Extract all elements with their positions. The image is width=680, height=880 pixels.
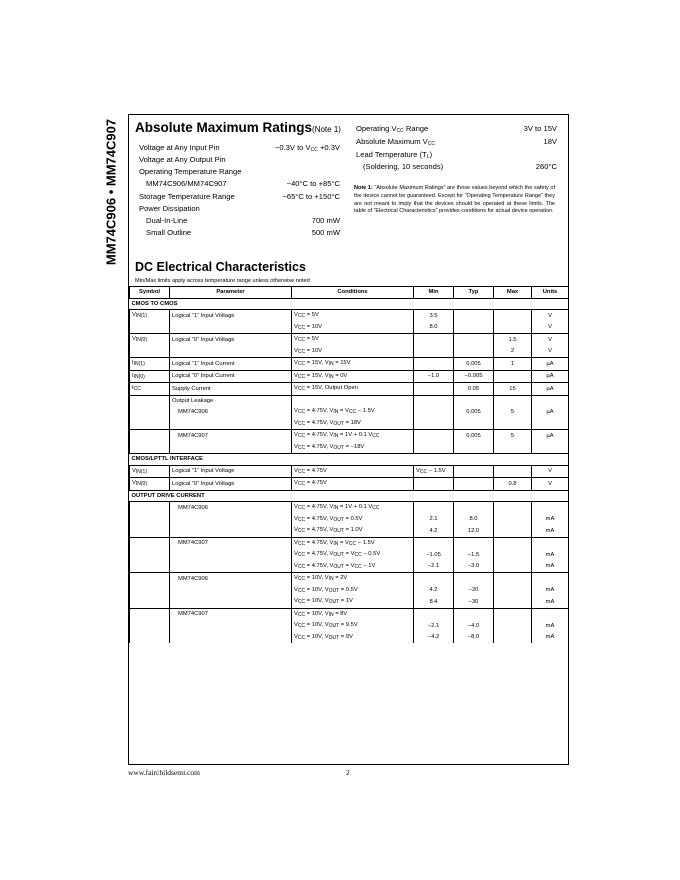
table-row: MM74C906 $V_{CC} = 10V$, $V_{IN} = 2V$	[130, 573, 569, 585]
table-row: MM74C906 $V_{CC} = 4.75V$, $V_{IN} = 1V + 0.1$ $V_{CC}$	[130, 502, 569, 514]
amr-left-label: Operating Temperature Range	[139, 167, 242, 176]
table-header-row	[130, 287, 569, 299]
table-row: $V_{CC} = 10V$, $V_{OUT} = 0.5V$ 4.2 −20 mA	[130, 585, 569, 597]
amr-right-label: Lead Temperature $(T_L)$	[356, 150, 433, 160]
amr-left-label: Dual-In-Line	[146, 216, 188, 225]
amr-left-value: −40°C to +85°C	[286, 179, 340, 188]
col-typ: Typ	[454, 287, 494, 299]
col-units: Units	[532, 287, 569, 299]
amr-left-label: Storage Temperature Range	[139, 192, 235, 201]
table-row: $V_{CC} = 10V$, $V_{OUT} = 9V$ −4.2 −8.0 mA	[130, 632, 569, 644]
amr-left-value: −0.3V to $V_{CC} +0.3V$	[274, 143, 340, 153]
table-row: Output Leakage	[130, 395, 569, 406]
table-row: $I_{IN(1)}$ Logical “1” Input Current $V_{CC} = 15V$, $V_{IN} = 15V$ 0.005 1 µA	[130, 358, 569, 371]
col-symbol: Symbol	[130, 287, 170, 299]
amr-right-label-sub: CC	[396, 128, 404, 134]
table-row: MM74C907 $V_{CC} = 10V$, $V_{IN} = 8V$	[130, 608, 569, 620]
side-title: MM74C906 • MM74C907	[103, 118, 119, 266]
section-row: CMOS/LPTTL INTERFACE	[130, 454, 569, 466]
table-row: $I_{IN(0)}$ Logical “0” Input Current $V_{CC} = 15V$, $V_{IN} = 0V$ −1.0 −0.005 µA	[130, 370, 569, 383]
amr-left-value-sub: CC	[310, 147, 318, 153]
dc-subtitle: Min/Max limits apply across temperature range unless otherwise noted	[135, 278, 310, 284]
amr-left-value: −65°C to +150°C	[282, 192, 340, 201]
amr-right-label-sub: CC	[427, 141, 435, 147]
table-row: $V_{CC} = 4.75V$, $V_{OUT} = V_{CC} - 1V$ −2.1 −3.0 mA	[130, 561, 569, 573]
amr-right-value: 260°C	[535, 162, 557, 171]
table-row: $V_{CC} = 4.75V$, $V_{OUT} = 0.5V$ 2.1 8.0 mA	[130, 514, 569, 526]
col-max: Max	[494, 287, 532, 299]
amr-right-label: (Soldering, 10 seconds)	[363, 162, 444, 171]
amr-note: Note 1: “Absolute Maximum Ratings” are those values beyond which the safety of the device cannot be guaranteed. Except for “Operating Temperature Range” they are not meant to imply that the devices should be operated at these limits. The table of “Electrical Characteristics” provides conditions for actual device operation.	[354, 185, 555, 215]
amr-left-label: Voltage at Any Input Pin	[139, 143, 220, 152]
section-row: CMOS TO CMOS	[130, 298, 569, 310]
amr-left-label: Voltage at Any Output Pin	[139, 155, 226, 164]
section-row: OUTPUT DRIVE CURRENT	[130, 490, 569, 502]
table-row: MM74C907 $V_{CC} = 4.75V$, $V_{IN} = V_{CC} - 1.5V$	[130, 537, 569, 549]
amr-left-label: MM74C906/MM74C907	[146, 179, 227, 188]
table-row: $V_{IN(0)}$ Logical “0” Input Voltage $V_{CC} = 5V$ 1.5 V	[130, 334, 569, 346]
table-row: $V_{CC} = 4.75V$, $V_{OUT} = 18V$	[130, 418, 569, 430]
col-conditions: Conditions	[292, 287, 414, 299]
table-row: $V_{IN(0)}$ Logical “0” Input Voltage $V_{CC} = 4.75V$ 0.8 V	[130, 478, 569, 491]
table-row: $V_{IN(1)}$ Logical “1” Input Voltage $V_{CC} = 4.75V$ $V_{CC} - 1.5V$ V	[130, 465, 569, 478]
footer-page-number: 2	[346, 768, 350, 777]
amr-title: Absolute Maximum Ratings(Note 1)	[135, 120, 341, 135]
table-row: $I_{CC}$ Supply Current $V_{CC} = 15V$, Output Open 0.05 15 µA	[130, 383, 569, 396]
table-row: $V_{CC} = 10V$ 8.0 V	[130, 322, 569, 334]
amr-right-label: Absolute Maximum $V_{CC}$	[356, 137, 435, 147]
amr-left-label: Power Dissipation	[139, 204, 200, 213]
col-min: Min	[414, 287, 454, 299]
table-row: MM74C906 $V_{CC} = 4.75V$, $V_{IN} = V_{CC} - 1.5V$ 0.005 5 µA	[130, 406, 569, 418]
amr-right-label: Operating $V_{CC}$ Range	[356, 124, 429, 134]
table-row: $V_{CC} = 10V$, $V_{OUT} = 1V$ 8.4 −30 mA	[130, 596, 569, 608]
dc-table-body	[130, 298, 569, 643]
table-row: $V_{IN(1)}$ Logical “1” Input Voltage $V_{CC} = 5V$ 3.5 V	[130, 310, 569, 322]
table-row: $V_{CC} = 4.75V$, $V_{OUT} = V_{CC} - 0.5V$ −1.05 −1.5 mA	[130, 549, 569, 561]
table-row: $V_{CC} = 4.75V$, $V_{OUT} = 1.0V$ 4.2 12.0 mA	[130, 525, 569, 537]
amr-left-value: 700 mW	[311, 216, 340, 225]
col-parameter: Parameter	[170, 287, 292, 299]
footer-site[interactable]: www.fairchildsemi.com	[128, 768, 200, 777]
amr-left-value: 500 mW	[311, 228, 340, 237]
table-row: $V_{CC} = 10V$, $V_{OUT} = 9.5V$ −2.1 −4.0 mA	[130, 620, 569, 632]
table-row: MM74C907 $V_{CC} = 4.75V$, $V_{IN} = 1V + 0.1$ $V_{CC}$ 0.005 5 µA	[130, 430, 569, 442]
table-row: $V_{CC} = 10V$ 2 V	[130, 346, 569, 358]
amr-left-label: Small Outline	[146, 228, 192, 237]
dc-title: DC Electrical Characteristics	[135, 260, 306, 274]
dc-table	[129, 286, 569, 643]
amr-right-value: 18V	[543, 137, 557, 146]
amr-right-label-sub: L	[426, 154, 430, 160]
amr-right-value: 3V to 15V	[523, 124, 557, 133]
table-row: $V_{CC} = 4.75V$, $V_{OUT} = -18V$	[130, 442, 569, 454]
